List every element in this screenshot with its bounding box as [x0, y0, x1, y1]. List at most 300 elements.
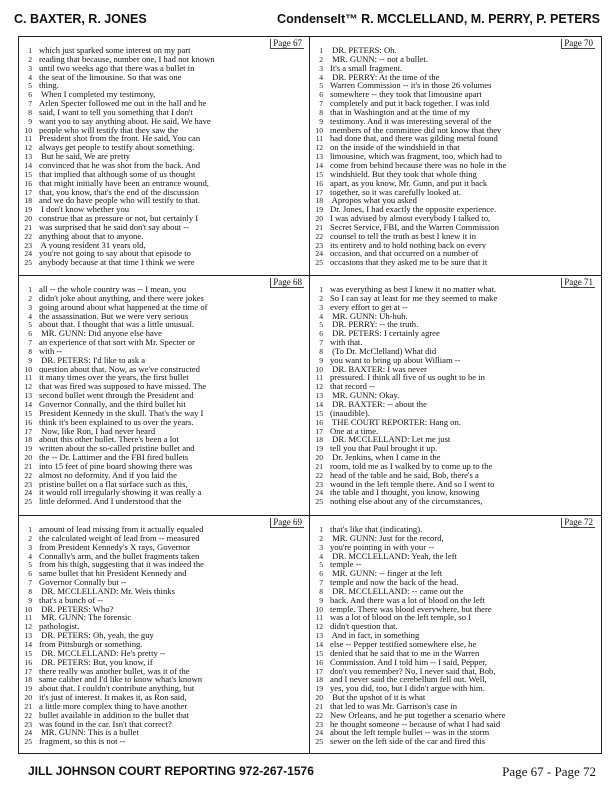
- line-text: about the left temple bullet -- was in the storm: [330, 728, 490, 738]
- transcript-page: [19, 276, 309, 514]
- line-text: DR. MCCLELLAND: -- came out the: [330, 586, 464, 596]
- line-text: was found in the car. Isn't that correct?: [39, 719, 172, 729]
- line-number: 5: [319, 81, 323, 91]
- transcript-line: [19, 365, 309, 374]
- transcript-line: [310, 427, 600, 436]
- transcript-line: [310, 143, 600, 152]
- transcript-line: [310, 232, 600, 241]
- line-number: 25: [315, 737, 323, 747]
- line-text: want you to say anything about. He said, We have: [39, 116, 211, 126]
- line-number: 12: [24, 382, 32, 392]
- transcript-line: [310, 640, 600, 649]
- line-number: 18: [315, 196, 323, 206]
- line-number: 16: [24, 657, 32, 667]
- transcript-line: [310, 152, 600, 161]
- line-number: 13: [24, 391, 32, 400]
- transcript-line: [310, 596, 600, 605]
- line-number: 8: [319, 586, 323, 596]
- line-text: Dr. Jones, I had exactly the opposite experience.: [330, 205, 497, 215]
- transcript-line: [19, 64, 309, 73]
- transcript-line: [19, 81, 309, 90]
- transcript-line: [310, 373, 600, 382]
- line-number: 24: [315, 488, 323, 498]
- transcript-line: [310, 587, 600, 596]
- line-number: 16: [24, 178, 32, 188]
- line-text: denied that he said that to me in the Warren: [330, 648, 480, 658]
- line-number: 7: [28, 99, 32, 108]
- line-number: 9: [28, 595, 32, 605]
- line-text: was everything as best I knew it no matter what.: [330, 285, 497, 294]
- line-number: 7: [319, 99, 323, 108]
- line-text: DR. BAXTER: I was never: [330, 364, 427, 374]
- line-number: 14: [24, 639, 32, 649]
- line-number: 25: [24, 737, 32, 747]
- line-text: DR. MCCLELLAND: He's pretty --: [39, 648, 166, 658]
- header-witnesses-right: CondenseIt™ R. MCCLELLAND, M. PERRY, P. PETERS: [277, 12, 600, 26]
- line-number: 10: [315, 604, 323, 614]
- line-number: 20: [24, 214, 32, 223]
- transcript-line: [19, 294, 309, 303]
- transcript-line: [19, 329, 309, 338]
- line-text: MR. GUNN: Just for the record,: [330, 533, 444, 543]
- transcript-line: [19, 170, 309, 179]
- transcript-line: [310, 64, 600, 73]
- line-number: 19: [315, 205, 323, 215]
- transcript-line: [19, 462, 309, 471]
- line-text: I don't know whether you: [39, 205, 130, 215]
- transcript-line: [19, 90, 309, 99]
- line-text: amount of lead missing from it actually equaled: [39, 525, 204, 534]
- line-number: 16: [315, 417, 323, 427]
- line-text: yes, you did, too, but I didn't argue with him.: [330, 684, 485, 694]
- line-number: 7: [28, 578, 32, 587]
- line-text: with --: [39, 346, 63, 356]
- line-number: 2: [319, 533, 323, 543]
- line-number: 8: [319, 107, 323, 117]
- line-number: 4: [319, 311, 323, 321]
- transcript-line: [310, 285, 600, 294]
- line-number: 19: [24, 205, 32, 215]
- transcript-line: [19, 488, 309, 497]
- line-number: 8: [319, 346, 323, 356]
- transcript-lines: [310, 285, 600, 506]
- line-number: 9: [319, 355, 323, 365]
- transcript-line: [19, 303, 309, 312]
- line-text: from President Kennedy's X rays, Governor: [39, 542, 190, 552]
- transcript-line: [19, 205, 309, 214]
- line-number: 25: [315, 497, 323, 507]
- line-number: 25: [315, 258, 323, 268]
- line-number: 22: [315, 231, 323, 241]
- transcript-line: [310, 338, 600, 347]
- line-number: 19: [24, 444, 32, 454]
- transcript-lines: [19, 525, 309, 746]
- transcript-line: [310, 569, 600, 578]
- line-text: it would roll irregularly showing it was really a: [39, 488, 202, 498]
- transcript-line: [310, 684, 600, 693]
- transcript-line: [19, 622, 309, 631]
- line-text: fragment, so this is not --: [39, 737, 126, 747]
- transcript-line: [19, 587, 309, 596]
- transcript-line: [310, 658, 600, 667]
- line-text: room, told me as I walked by to come up to the: [330, 461, 493, 471]
- transcript-line: [19, 711, 309, 720]
- transcript-line: [19, 373, 309, 382]
- line-number: 5: [28, 320, 32, 330]
- line-text: Apropos what you asked: [330, 196, 417, 206]
- line-text: about this other bullet. There's been a lot: [39, 435, 179, 445]
- line-text: President shot from the front. He said, You can: [39, 134, 201, 144]
- line-text: MR. GUNN: -- finger at the left: [330, 569, 443, 579]
- transcript-line: [310, 711, 600, 720]
- line-text: And in fact, in something: [330, 631, 420, 640]
- line-number: 6: [28, 329, 32, 339]
- line-number: 18: [24, 675, 32, 685]
- line-number: 24: [24, 488, 32, 498]
- line-number: 24: [315, 728, 323, 738]
- transcript-line: [19, 613, 309, 622]
- line-text: So I can say at least for me they seemed to make: [330, 293, 498, 303]
- line-number: 17: [315, 426, 323, 436]
- line-text: MR. GUNN: Okay.: [330, 391, 400, 400]
- line-text: you want to bring up about William --: [330, 355, 461, 365]
- line-number: 14: [24, 399, 32, 409]
- transcript-line: [310, 188, 600, 197]
- line-number: 4: [319, 551, 323, 561]
- line-number: 7: [319, 338, 323, 347]
- line-text: which just sparked some interest on my part: [39, 46, 191, 55]
- transcript-line: [19, 693, 309, 702]
- line-text: DR. PETERS: I certainly agree: [330, 329, 440, 339]
- transcript-line: [310, 196, 600, 205]
- transcript-line: [310, 693, 600, 702]
- line-number: 5: [28, 560, 32, 570]
- transcript-line: [310, 214, 600, 223]
- transcript-line: [19, 471, 309, 480]
- line-number: 11: [315, 134, 323, 144]
- transcript-line: [310, 99, 600, 108]
- line-text: the assassination. But we were very serious: [39, 311, 189, 321]
- line-text: always get people to testify about something.: [39, 143, 195, 153]
- transcript-line: [19, 347, 309, 356]
- line-text: DR. PETERS: Who?: [39, 604, 114, 614]
- transcript-line: [310, 728, 600, 737]
- line-number: 3: [28, 302, 32, 312]
- line-number: 2: [319, 293, 323, 303]
- transcript-line: [310, 471, 600, 480]
- transcript-line: [310, 737, 600, 746]
- line-text: on the inside of the windshield in that: [330, 143, 460, 153]
- transcript-line: [19, 249, 309, 258]
- transcript-line: [310, 365, 600, 374]
- line-text: the -- Dr. Lattimer and the FBI fired bullets: [39, 453, 189, 462]
- line-number: 23: [24, 719, 32, 729]
- line-number: 12: [315, 382, 323, 392]
- line-number: 3: [28, 542, 32, 552]
- line-text: that in Washington and at the time of my: [330, 107, 470, 117]
- transcript-grid: [18, 36, 602, 754]
- line-text: you're pointing in with your --: [330, 542, 434, 552]
- transcript-line: [19, 232, 309, 241]
- transcript-line: [19, 702, 309, 711]
- line-text: It's a small fragment.: [330, 63, 403, 73]
- line-number: 21: [315, 222, 323, 232]
- line-text: anything about that to anyone.: [39, 231, 144, 241]
- line-text: reading that because, number one, I had not known: [39, 54, 215, 64]
- line-number: 1: [319, 46, 323, 55]
- line-text: pathologist.: [39, 622, 80, 632]
- line-text: that record --: [330, 382, 375, 392]
- line-number: 2: [28, 293, 32, 303]
- line-number: 6: [319, 329, 323, 339]
- transcript-line: [310, 631, 600, 640]
- transcript-line: [310, 497, 600, 506]
- transcript-line: [310, 525, 600, 534]
- line-number: 25: [24, 497, 32, 507]
- line-number: 22: [24, 231, 32, 241]
- line-text: Now, like Ron, I had never heard: [39, 426, 156, 436]
- transcript-line: [310, 90, 600, 99]
- line-text: about that. I thought that was a little unusual.: [39, 320, 195, 330]
- line-text: it's just of interest. It makes it, as Ron said,: [39, 693, 187, 702]
- line-text: windshield. But they took that whole thing: [330, 169, 477, 179]
- transcript-lines: [19, 46, 309, 267]
- line-text: members of the committee did not know that they: [330, 125, 502, 135]
- line-text: head of the table and he said, Bob, there's a: [330, 470, 479, 480]
- line-number: 20: [315, 214, 323, 223]
- line-number: 10: [24, 604, 32, 614]
- line-text: that's like that (indicating).: [330, 525, 423, 534]
- transcript-line: [19, 427, 309, 436]
- line-text: all -- the whole country was -- I mean, you: [39, 285, 187, 294]
- transcript-line: [310, 488, 600, 497]
- line-number: 16: [24, 417, 32, 427]
- line-number: 23: [315, 719, 323, 729]
- transcript-line: [310, 382, 600, 391]
- transcript-line: [19, 143, 309, 152]
- transcript-line: [19, 552, 309, 561]
- line-text: about that. I couldn't contribute anything, but: [39, 684, 195, 694]
- line-text: had done that, and there was gilding metal found: [330, 134, 498, 144]
- line-number: 15: [315, 408, 323, 418]
- transcript-line: [19, 534, 309, 543]
- line-number: 22: [24, 710, 32, 720]
- transcript-line: [19, 196, 309, 205]
- line-text: (To Dr. McClelland) What did: [330, 346, 437, 356]
- transcript-line: [310, 534, 600, 543]
- line-number: 18: [24, 435, 32, 445]
- line-text: think it's been explained to us over the years.: [39, 417, 194, 427]
- transcript-line: [310, 161, 600, 170]
- line-text: Connally's arm, and the bullet fragments taken: [39, 551, 200, 561]
- line-number: 9: [319, 116, 323, 126]
- line-text: completely and put it back together. I was told: [330, 99, 490, 108]
- line-text: counsel to tell the truth as best I knew it in: [330, 231, 477, 241]
- line-text: I was advised by almost everybody I talked to,: [330, 214, 491, 223]
- line-number: 13: [315, 391, 323, 400]
- line-text: pressured. I think all five of us ought to be in: [330, 373, 485, 383]
- line-number: 14: [315, 160, 323, 170]
- transcript-lines: [310, 525, 600, 746]
- line-number: 3: [319, 302, 323, 312]
- line-text: it many times over the years, the first bullet: [39, 373, 189, 383]
- line-number: 19: [315, 444, 323, 454]
- line-number: 23: [24, 240, 32, 250]
- transcript-line: [19, 285, 309, 294]
- line-text: little deformed. And I understood that the: [39, 497, 182, 507]
- transcript-line: [310, 134, 600, 143]
- line-text: DR. PERRY: At the time of the: [330, 72, 440, 82]
- line-text: convinced that he was shot from the back. And: [39, 160, 201, 170]
- line-number: 4: [28, 311, 32, 321]
- line-text: that's a bunch of --: [39, 595, 104, 605]
- page-number-label: Page 71: [561, 278, 595, 288]
- transcript-line: [19, 453, 309, 462]
- line-text: was surprised that he said don't say about --: [39, 222, 189, 232]
- line-text: same bullet that hit President Kennedy and: [39, 569, 187, 579]
- line-number: 18: [315, 435, 323, 445]
- line-text: occasion, and that occurred on a number of: [330, 249, 479, 259]
- line-text: pristine bullet on a flat surface such as this,: [39, 479, 188, 489]
- transcript-line: [19, 684, 309, 693]
- line-text: back. And there was a lot of blood on the left: [330, 595, 485, 605]
- transcript-line: [19, 569, 309, 578]
- line-text: and I never said the cerebellum fell out. Well,: [330, 675, 487, 685]
- line-text: Commission. And I told him -- I said, Pepper,: [330, 657, 487, 667]
- transcript-line: [310, 170, 600, 179]
- line-number: 22: [315, 710, 323, 720]
- line-number: 6: [319, 569, 323, 579]
- line-text: was a lot of blood on the left temple, so I: [330, 613, 472, 623]
- line-text: One at a time.: [330, 426, 379, 436]
- transcript-lines: [310, 46, 600, 267]
- transcript-line: [310, 329, 600, 338]
- line-number: 14: [315, 399, 323, 409]
- line-number: 10: [24, 125, 32, 135]
- line-number: 18: [315, 675, 323, 685]
- line-text: tell you that Paul brought it up.: [330, 444, 438, 454]
- transcript-line: [19, 161, 309, 170]
- transcript-line: [19, 497, 309, 506]
- line-number: 3: [319, 63, 323, 73]
- line-number: 16: [315, 657, 323, 667]
- line-number: 20: [24, 453, 32, 462]
- transcript-line: [19, 435, 309, 444]
- transcript-line: [19, 560, 309, 569]
- page-number-label: Page 69: [270, 518, 304, 528]
- line-number: 12: [24, 622, 32, 632]
- transcript-line: [310, 303, 600, 312]
- transcript-line: [310, 543, 600, 552]
- transcript-line: [19, 649, 309, 658]
- transcript-line: [310, 453, 600, 462]
- transcript-line: [310, 356, 600, 365]
- page-number-label: Page 67: [270, 39, 304, 49]
- footer-reporter: JILL JOHNSON COURT REPORTING 972-267-1576: [28, 764, 314, 778]
- line-text: THE COURT REPORTER: Hang on.: [330, 417, 461, 427]
- transcript-page: [19, 37, 309, 275]
- line-text: DR. BAXTER: -- about the: [330, 399, 427, 409]
- line-text: DR. MCCLELLAND: Yeah, the left: [330, 551, 457, 561]
- line-number: 24: [315, 249, 323, 259]
- line-number: 2: [319, 54, 323, 64]
- line-number: 4: [28, 72, 32, 82]
- line-text: you're not going to say about that episode to: [39, 249, 191, 259]
- transcript-line: [19, 188, 309, 197]
- line-text: But he said, We are pretty: [39, 152, 131, 161]
- line-text: an experience of that sort with Mr. Specter or: [39, 338, 195, 347]
- transcript-line: [310, 73, 600, 82]
- transcript-line: [310, 560, 600, 569]
- transcript-line: [310, 81, 600, 90]
- transcript-line: [19, 543, 309, 552]
- line-number: 12: [24, 143, 32, 153]
- line-text: testimony. And it was interesting several of the: [330, 116, 492, 126]
- line-text: somewhere -- they took that limousine apart: [330, 90, 482, 100]
- transcript-line: [19, 720, 309, 729]
- line-number: 16: [315, 178, 323, 188]
- transcript-line: [19, 737, 309, 746]
- line-text: almost no deformity. And if you laid the: [39, 470, 177, 480]
- line-text: President Kennedy in the skull. That's the way I: [39, 408, 204, 418]
- line-text: that was fired was supposed to have missed. The: [39, 382, 207, 392]
- transcript-line: [310, 320, 600, 329]
- transcript-line: [19, 338, 309, 347]
- line-text: every effort to get at --: [330, 302, 408, 312]
- transcript-line: [310, 312, 600, 321]
- line-number: 15: [315, 648, 323, 658]
- line-number: 4: [28, 551, 32, 561]
- transcript-line: [19, 223, 309, 232]
- line-text: that implied that although some of us thought: [39, 169, 196, 179]
- line-text: bullet available in addition to the bullet that: [39, 710, 190, 720]
- line-text: the seat of the limousine. So that was one: [39, 72, 182, 82]
- transcript-line: [19, 99, 309, 108]
- transcript-line: [310, 649, 600, 658]
- line-text: temple --: [330, 560, 362, 570]
- page-number-label: Page 68: [270, 278, 304, 288]
- line-text: the calculated weight of lead from -- measured: [39, 533, 200, 543]
- line-number: 21: [315, 461, 323, 471]
- line-text: Dr. Jenkins, when I came in the: [330, 453, 441, 462]
- transcript-line: [310, 55, 600, 64]
- line-text: A young resident 31 years old,: [39, 240, 146, 250]
- transcript-line: [19, 312, 309, 321]
- line-text: didn't question that.: [330, 622, 398, 632]
- line-number: 5: [28, 81, 32, 91]
- transcript-line: [19, 596, 309, 605]
- line-number: 18: [24, 196, 32, 206]
- transcript-line: [310, 179, 600, 188]
- line-text: written about the so-called pristine bullet and: [39, 444, 195, 454]
- transcript-line: [310, 126, 600, 135]
- line-number: 22: [315, 470, 323, 480]
- line-number: 3: [319, 542, 323, 552]
- line-number: 23: [315, 240, 323, 250]
- line-number: 17: [24, 426, 32, 436]
- line-number: 12: [315, 143, 323, 153]
- line-text: from Pittsburgh or something.: [39, 639, 143, 649]
- line-text: occasions that they asked me to be sure that it: [330, 258, 488, 268]
- line-text: (inaudible).: [330, 408, 370, 418]
- transcript-line: [19, 126, 309, 135]
- line-number: 2: [28, 54, 32, 64]
- transcript-lines: [19, 285, 309, 506]
- line-number: 8: [28, 107, 32, 117]
- line-text: from his thigh, suggesting that it was indeed the: [39, 560, 204, 570]
- line-text: DR. PETERS: But, you know, if: [39, 657, 153, 667]
- line-text: said, I want to tell you something that I don't: [39, 107, 193, 117]
